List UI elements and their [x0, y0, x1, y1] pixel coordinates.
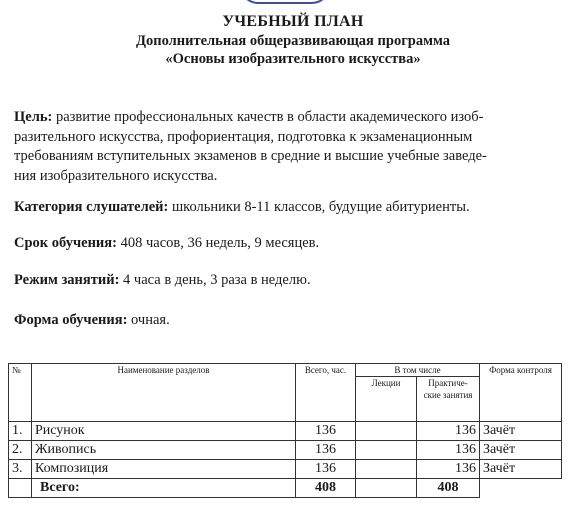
table-row — [9, 441, 562, 460]
table-header-row — [9, 364, 562, 377]
col-header-total: Всего, час. — [296, 364, 356, 422]
table-row — [9, 460, 562, 479]
study-form-text: очная. — [131, 312, 170, 328]
row-practice: 136 — [417, 422, 480, 441]
institution-logo — [240, 0, 330, 4]
col-header-practice: Практиче-ские занятия — [417, 377, 480, 422]
goal-text-1: развитие профессиональных качеств в области академического изоб- — [55, 109, 484, 125]
total-lectures — [356, 479, 417, 498]
row-total: 136 — [296, 422, 356, 441]
page-title: УЧЕБНЫЙ ПЛАН — [222, 13, 364, 30]
row-lectures — [356, 422, 417, 441]
row-lectures — [356, 441, 417, 460]
row-num: 3. — [9, 460, 32, 479]
schedule-label: Режим занятий: — [14, 272, 120, 288]
table-total-row — [9, 479, 562, 498]
row-name: Рисунок — [32, 422, 296, 441]
row-name: Живопись — [32, 441, 296, 460]
total-practice: 408 — [417, 479, 480, 498]
duration-text: 408 часов, 36 недель, 9 месяцев. — [120, 235, 320, 251]
row-total: 136 — [296, 460, 356, 479]
program-type: Дополнительная общеразвивающая программа — [135, 33, 450, 49]
table-row — [9, 422, 562, 441]
audience-text: школьники 8-11 классов, будущие абитуриенты. — [172, 199, 470, 215]
goal-line-3: требованиям вступительных экзаменов в средние и высшие учебные заведе- — [14, 148, 487, 164]
row-control: Зачёт — [480, 441, 562, 460]
schedule-text: 4 часа в день, 3 раза в неделю. — [123, 272, 311, 288]
col-header-including: В том числе — [356, 364, 480, 377]
col-header-lectures: Лекции — [356, 377, 417, 422]
study-form-line — [14, 311, 574, 331]
total-control — [480, 479, 562, 498]
row-lectures — [356, 460, 417, 479]
total-num — [9, 479, 32, 498]
program-name: «Основы изобразительного искусства» — [165, 51, 421, 67]
col-header-control: Форма контроля — [480, 364, 562, 422]
row-total: 136 — [296, 441, 356, 460]
row-num: 2. — [9, 441, 32, 460]
goal-label: Цель: — [14, 109, 53, 125]
audience-label: Категория слушателей: — [14, 199, 169, 215]
study-form-label: Форма обучения: — [14, 312, 128, 328]
goal-line-2: разительного искусства, профориентация, подготовка к экзаменационным — [14, 128, 473, 145]
col-header-num: № — [9, 364, 32, 422]
row-num: 1. — [9, 422, 32, 441]
row-name: Композиция — [32, 460, 296, 479]
duration-line — [14, 234, 574, 254]
row-control: Зачёт — [480, 460, 562, 479]
curriculum-table — [8, 363, 562, 498]
audience-line — [14, 198, 574, 218]
row-practice: 136 — [417, 441, 480, 460]
goal-line-4: ния изобразительного искусства. — [14, 167, 218, 184]
goal-line-1 — [14, 108, 574, 128]
total-label: Всего: — [32, 479, 296, 498]
row-control: Зачёт — [480, 422, 562, 441]
row-practice: 136 — [417, 460, 480, 479]
goal-paragraph — [14, 108, 574, 186]
duration-label: Срок обучения: — [14, 235, 117, 251]
total-hours: 408 — [296, 479, 356, 498]
col-header-name: Наименование разделов — [32, 364, 296, 422]
schedule-line — [14, 271, 574, 291]
